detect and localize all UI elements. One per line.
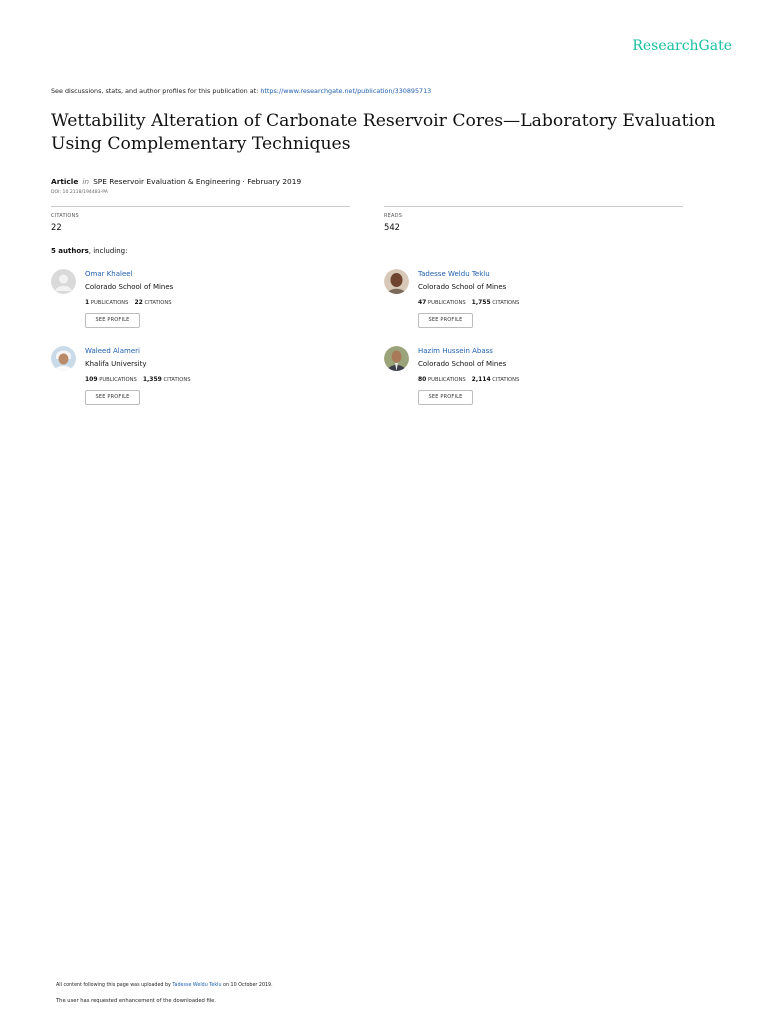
publication-count: 47 xyxy=(418,299,427,306)
author-institution: Colorado School of Mines xyxy=(418,283,507,291)
citations-count: 22 xyxy=(51,222,62,232)
divider-right xyxy=(384,206,683,207)
article-meta xyxy=(51,177,301,186)
citation-count: 2,114 xyxy=(471,376,491,383)
author-institution: Khalifa University xyxy=(85,360,147,368)
author-institution: Colorado School of Mines xyxy=(85,283,174,291)
see-profile-button[interactable]: SEE PROFILE xyxy=(418,313,473,328)
upload-note xyxy=(56,983,273,988)
publication-label: PUBLICATIONS xyxy=(428,377,466,383)
authors-count: 5 authors xyxy=(51,247,89,255)
author-stats xyxy=(418,299,519,306)
authors-suffix: , including: xyxy=(88,247,128,255)
publication-count: 1 xyxy=(85,299,90,306)
author-name[interactable]: Waleed Alameri xyxy=(85,347,140,355)
publication-label: PUBLICATIONS xyxy=(428,300,466,306)
author-stats xyxy=(85,299,172,306)
title-line-2: Using Complementary Techniques xyxy=(51,134,351,154)
discussion-prefix: See discussions, stats, and author profiles for this publication at: xyxy=(51,87,261,95)
upload-suffix: on 10 October 2019. xyxy=(221,983,273,988)
see-profile-button[interactable]: SEE PROFILE xyxy=(418,390,473,405)
citation-count: 1,359 xyxy=(142,376,162,383)
author-name[interactable]: Omar Khaleel xyxy=(85,270,133,278)
citations-label: CITATIONS xyxy=(51,213,79,219)
publication-label: PUBLICATIONS xyxy=(90,300,129,306)
article-type: Article xyxy=(51,177,79,186)
citation-label: CITATIONS xyxy=(144,300,172,306)
reads-count: 542 xyxy=(384,222,400,232)
journal-name: SPE Reservoir Evaluation & Engineering · February 2019 xyxy=(93,177,302,186)
publication-label: PUBLICATIONS xyxy=(99,377,137,383)
avatar-photo-icon[interactable] xyxy=(384,346,409,371)
citation-count: 1,755 xyxy=(471,299,491,306)
publication-link[interactable]: https://www.researchgate.net/publication/330895713 xyxy=(260,87,432,95)
upload-prefix: All content following this page was uploaded by xyxy=(56,983,173,988)
avatar-placeholder-icon[interactable] xyxy=(51,269,76,294)
doi: DOI: 10.2118/194483-PA xyxy=(51,190,108,195)
avatar-photo-icon[interactable] xyxy=(384,269,409,294)
author-name[interactable]: Hazim Hussein Abass xyxy=(418,347,493,355)
see-profile-button[interactable]: SEE PROFILE xyxy=(85,313,140,328)
citation-count: 22 xyxy=(134,299,143,306)
author-institution: Colorado School of Mines xyxy=(418,360,507,368)
reads-label: READS xyxy=(384,213,403,219)
publication-count: 80 xyxy=(418,376,427,383)
author-stats xyxy=(418,376,519,383)
discussion-line xyxy=(51,87,431,95)
meta-in: in xyxy=(82,177,90,186)
uploader-link[interactable]: Tadesse Weldu Teklu xyxy=(172,983,222,988)
publication-count: 109 xyxy=(85,376,98,383)
citation-label: CITATIONS xyxy=(492,300,520,306)
publication-title xyxy=(51,110,731,156)
authors-heading xyxy=(51,247,127,255)
enhancement-note: The user has requested enhancement of the downloaded file. xyxy=(56,998,217,1004)
divider-left xyxy=(51,206,350,207)
avatar-photo-icon[interactable] xyxy=(51,346,76,371)
author-stats xyxy=(85,376,191,383)
researchgate-logo[interactable]: ResearchGate xyxy=(632,38,732,54)
see-profile-button[interactable]: SEE PROFILE xyxy=(85,390,140,405)
citation-label: CITATIONS xyxy=(492,377,520,383)
author-name[interactable]: Tadesse Weldu Teklu xyxy=(418,270,490,278)
citation-label: CITATIONS xyxy=(163,377,191,383)
title-line-1: Wettability Alteration of Carbonate Reservoir Cores—Laboratory Evaluation xyxy=(51,111,716,131)
